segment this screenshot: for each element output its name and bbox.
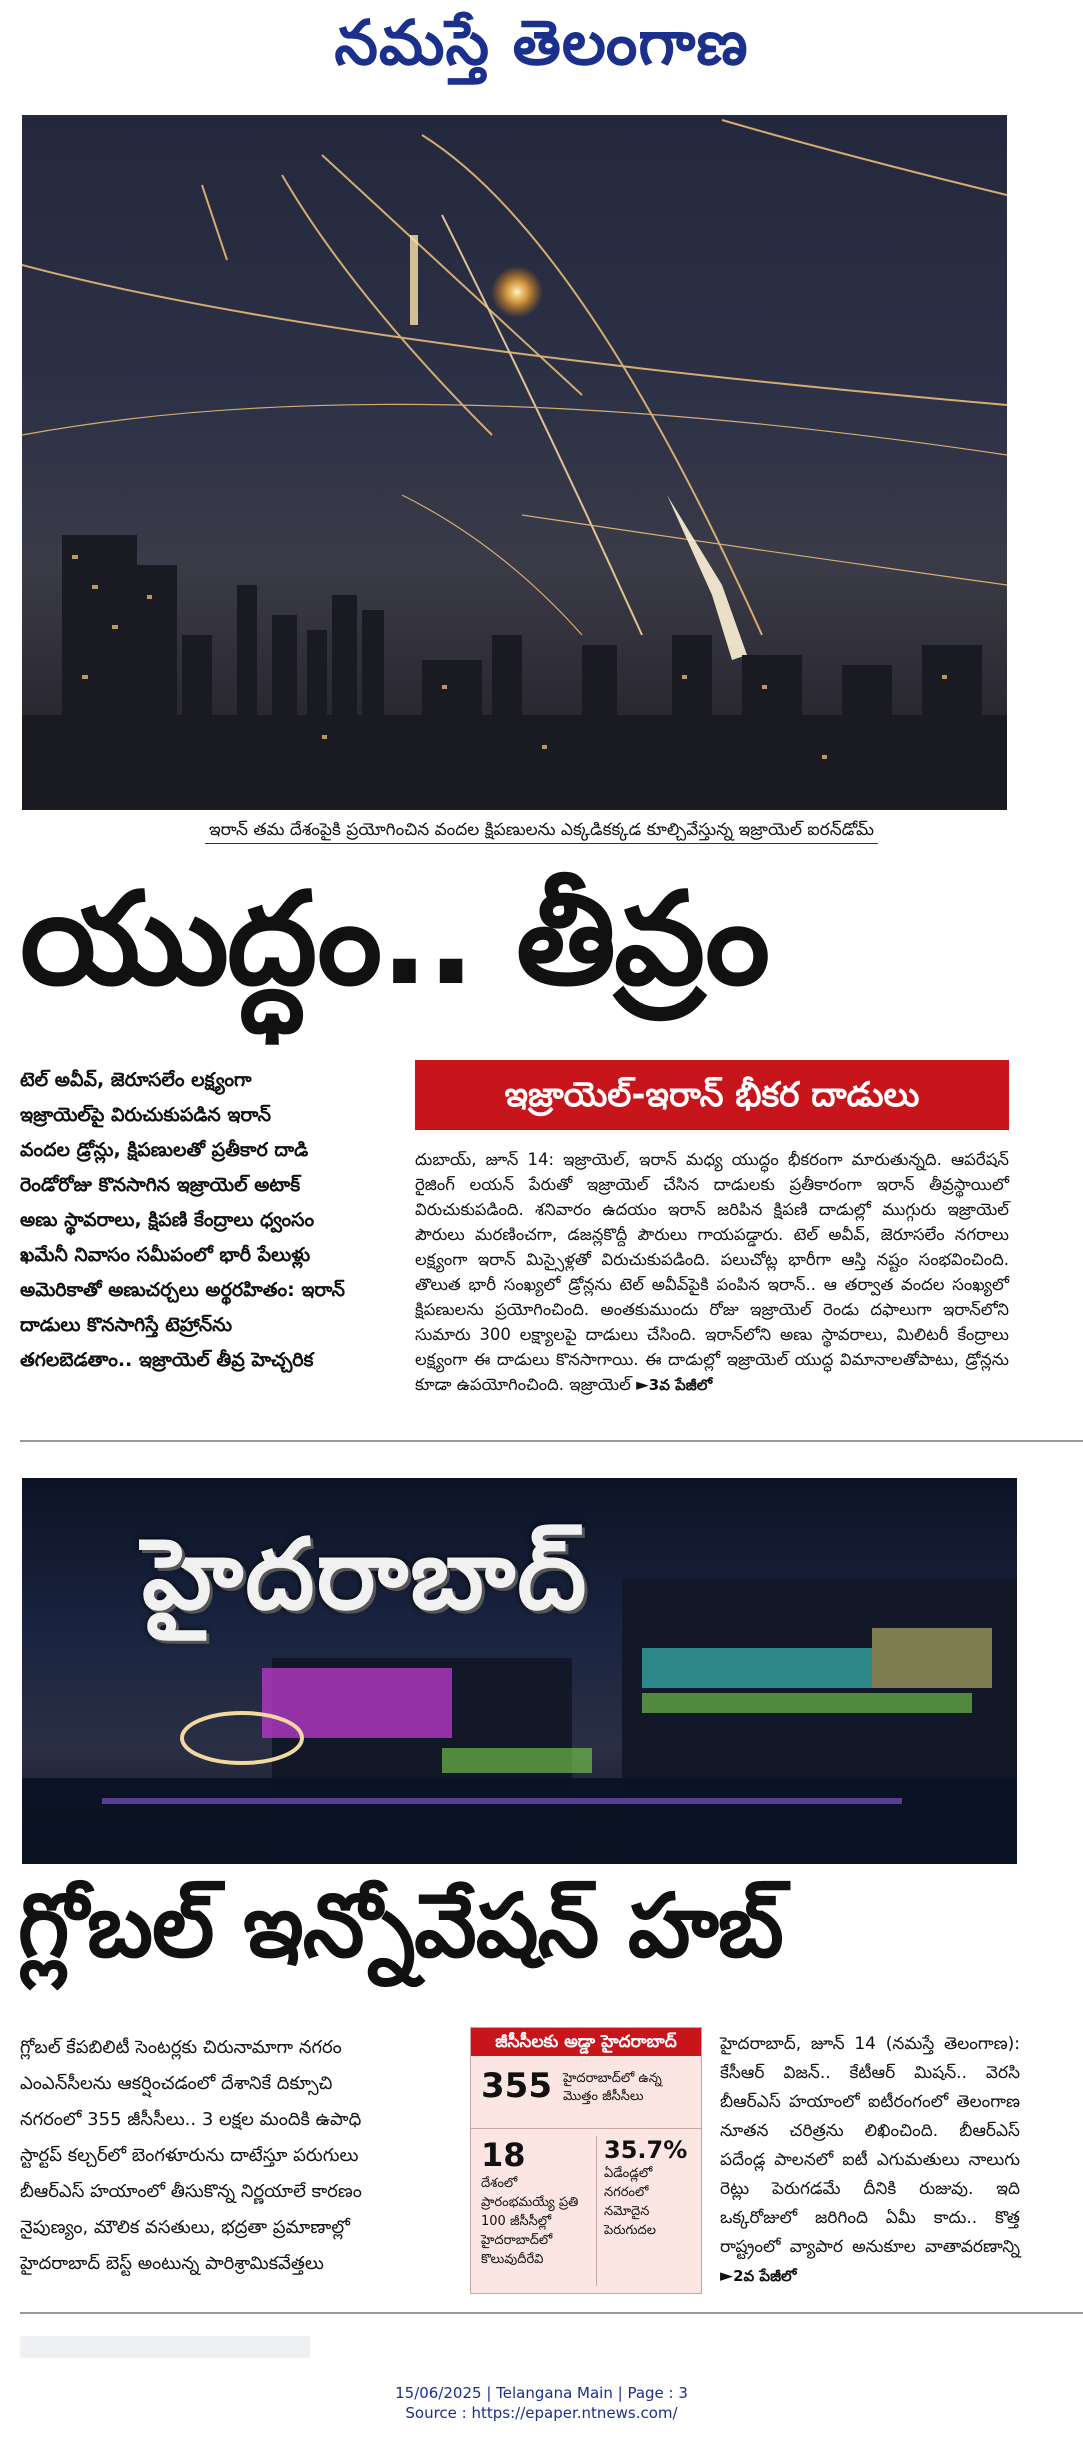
stat-value: 18 xyxy=(481,2136,526,2174)
footer-source-link[interactable]: Source : https://epaper.ntnews.com/ xyxy=(405,2404,678,2422)
highlight-line: రెండోరోజు కొనసాగిన ఇజ్రాయెల్ అటాక్ xyxy=(20,1174,301,1196)
second-headline[interactable]: గ్లోబల్ ఇన్నోవేషన్ హబ్ xyxy=(18,1874,783,1977)
highlight-line: బీఆర్ఎస్ హయాంలో తీసుకొన్న నిర్ణయాలే కారణం xyxy=(20,2181,362,2202)
highlight-line: ఎంఎన్‌సీలను ఆకర్షించడంలో దేశానికే దిక్సూచి xyxy=(20,2073,333,2094)
continued-link[interactable]: ►2వ పేజీలో xyxy=(720,2266,797,2286)
continued-link[interactable]: ►3వ పేజీలో xyxy=(636,1375,713,1394)
stat-label: ఏడేండ్లలో నగరంలో నమోదైన పెరుగుదల xyxy=(604,2166,656,2238)
story1-highlights xyxy=(20,1063,392,1378)
highlight-line: హైదరాబాద్ బెస్ట్ అంటున్న పారిశ్రామికవేత్తలు xyxy=(20,2253,324,2274)
stat-value: 355 xyxy=(481,2066,552,2106)
highlight-line: గ్లోబల్ కేపబిలిటీ సెంటర్లకు చిరునామాగా నగరం xyxy=(20,2037,342,2058)
highlight-line: స్టార్టప్ కల్చర్‌లో బెంగళూరును దాటేస్తూ పరుగులు xyxy=(20,2145,359,2166)
story1-body xyxy=(415,1147,1009,1398)
hyderabad-skyline-photo xyxy=(22,1478,1017,1864)
stat-value: 35.7% xyxy=(604,2136,688,2164)
stats-divider xyxy=(471,2128,701,2129)
subheadline-banner: ఇజ్రాయెల్-ఇరాన్ భీకర దాడులు xyxy=(415,1060,1009,1130)
highlight-line: తగలబెడతాం.. ఇజ్రాయెల్ తీవ్ర హెచ్చరిక xyxy=(20,1349,314,1371)
photo-caption xyxy=(0,820,1083,844)
section-divider xyxy=(20,1440,1083,1442)
missile-interception-photo xyxy=(22,115,1007,810)
gcc-stats-box xyxy=(470,2027,702,2294)
highlight-line: ఖమేనీ నివాసం సమీపంలో భారీ పేలుళ్లు xyxy=(20,1244,311,1266)
stat-label: దేశంలో ప్రారంభమయ్యే ప్రతి 100 జీసీసీల్లో హైదరాబాద్‌లో కొలువుదీరేవి xyxy=(481,2176,579,2267)
newspaper-title: నమస్తే తెలంగాణ xyxy=(334,6,749,79)
stat-growth xyxy=(604,2136,696,2240)
highlight-line: ఇజ్రాయెల్‌పై విరుచుకుపడిన ఇరాన్ xyxy=(20,1104,271,1126)
masthead xyxy=(0,0,1083,100)
stat-per-hundred xyxy=(481,2136,593,2269)
main-headline[interactable]: యుద్ధం.. తీవ్రం xyxy=(20,865,768,1014)
highlight-line: వందల డ్రోన్లు, క్షిపణులతో ప్రతీకార దాడి xyxy=(20,1139,309,1161)
page-footer xyxy=(0,2383,1083,2423)
article-text: హైదరాబాద్, జూన్ 14 (నమస్తే తెలంగాణ): కేసీఆర్ విజన్.. కేటీఆర్ మిషన్.. వెరసి బీఆర్ఎస్ హయాంలో ఐటీరంగంలో తెలంగాణ నూతన చరిత్రను లిఖించింది. బీఆర్ఎస్ పదేండ్ల పాలనలో ఐటీ ఎగుమతులు నాలుగు రెట్లు పెరుగడమే దీనికి రుజువు. ఇది ఒక్కరోజులో జరిగింది ఏమీ కాదు.. కొత్త రాష్ట్రంలో వ్యాపార అనుకూల వాతావరణాన్ని xyxy=(720,2034,1020,2257)
highlight-line: నైపుణ్యం, మౌలిక వసతులు, భద్రతా ప్రమాణాల్లో xyxy=(20,2217,350,2238)
story2-body xyxy=(720,2030,1020,2291)
night-city-illustration xyxy=(22,115,1007,810)
stats-vertical-divider xyxy=(596,2136,597,2286)
stat-total-gcc xyxy=(481,2066,691,2126)
footer-date-line: 15/06/2025 | Telangana Main | Page : 3 xyxy=(395,2384,688,2402)
section-divider xyxy=(20,2312,1083,2314)
stats-header: జీసీసీలకు అడ్డా హైదరాబాద్ xyxy=(471,2028,701,2056)
caption-text: ఇరాన్ తమ దేశంపైకి ప్రయోగించిన వందల క్షిపణులను ఎక్కడికక్కడ కూల్చివేస్తున్న ఇజ్రాయెల్ ఐరన్‌డోమ్ xyxy=(205,820,878,844)
highlight-line: అమెరికాతో అణుచర్చలు అర్థరహితం: ఇరాన్ xyxy=(20,1279,345,1301)
article-text: దుబాయ్, జూన్ 14: ఇజ్రాయెల్, ఇరాన్ మధ్య యుద్ధం భీకరంగా మారుతున్నది. ఆపరేషన్ రైజింగ్ లయన్ పేరుతో ఇజ్రాయెల్ చేసిన దాడులకు ప్రతీకారంగా ఇరాన్ తీవ్రస్థాయిలో విరుచుకుపడింది. శనివారం ఉదయం ఇరాన్ జరిపిన క్షిపణి దాడుల్లో ముగ్గురు ఇజ్రాయెల్ పౌరులు మరణించగా, డజన్లకొద్దీ పౌరులు గాయపడ్డారు. టెల్ అవీవ్, జెరూసలేం నగరాలు లక్ష్యంగా ఇరాన్ మిస్సైళ్లతో విరుచుకుపడింది. పలుచోట్ల భారీగా ఆస్తి నష్టం సంభవించింది. తొలుత భారీ సంఖ్యలో డ్రోన్లను టెల్ అవీవ్‌పైకి పంపిన ఇరాన్.. ఆ తర్వాత వందల సంఖ్యలో క్షిపణులను ప్రయోగించింది. అంతకుముందు రోజు ఇజ్రాయెల్ రెండు దఫాలుగా ఇరాన్‌లోని సుమారు 300 లక్ష్యాలపై దాడులు చేసింది. ఇరాన్‌లోని అణు స్థావరాలు, మిలిటరీ కేంద్రాలు లక్ష్యంగా ఈ దాడులు కొనసాగాయి. ఈ దాడుల్లో ఇజ్రాయెల్ యుద్ధ విమానాలతోపాటు, డ్రోన్లను కూడా ఉపయోగించింది. ఇజ్రాయెల్ xyxy=(415,1150,1009,1394)
hyderabad-photo-text: హైదరాబాద్ xyxy=(142,1518,589,1632)
stat-label: హైదరాబాద్‌లో ఉన్న మొత్తం జీసీసీలు xyxy=(563,2071,662,2104)
highlight-line: టెల్ అవీవ్, జెరూసలేం లక్ష్యంగా xyxy=(20,1069,252,1091)
highlight-line: దాడులు కొనసాగిస్తే టెహ్రాన్‌ను xyxy=(20,1314,233,1336)
highlight-line: నగరంలో 355 జీసీసీలు.. 3 లక్షల మందికి ఉపాధి xyxy=(20,2109,362,2130)
highlight-line: అణు స్థావరాలు, క్షిపణి కేంద్రాలు ధ్వంసం xyxy=(20,1209,315,1231)
story2-highlights xyxy=(20,2030,460,2282)
next-story-strip xyxy=(20,2336,310,2358)
